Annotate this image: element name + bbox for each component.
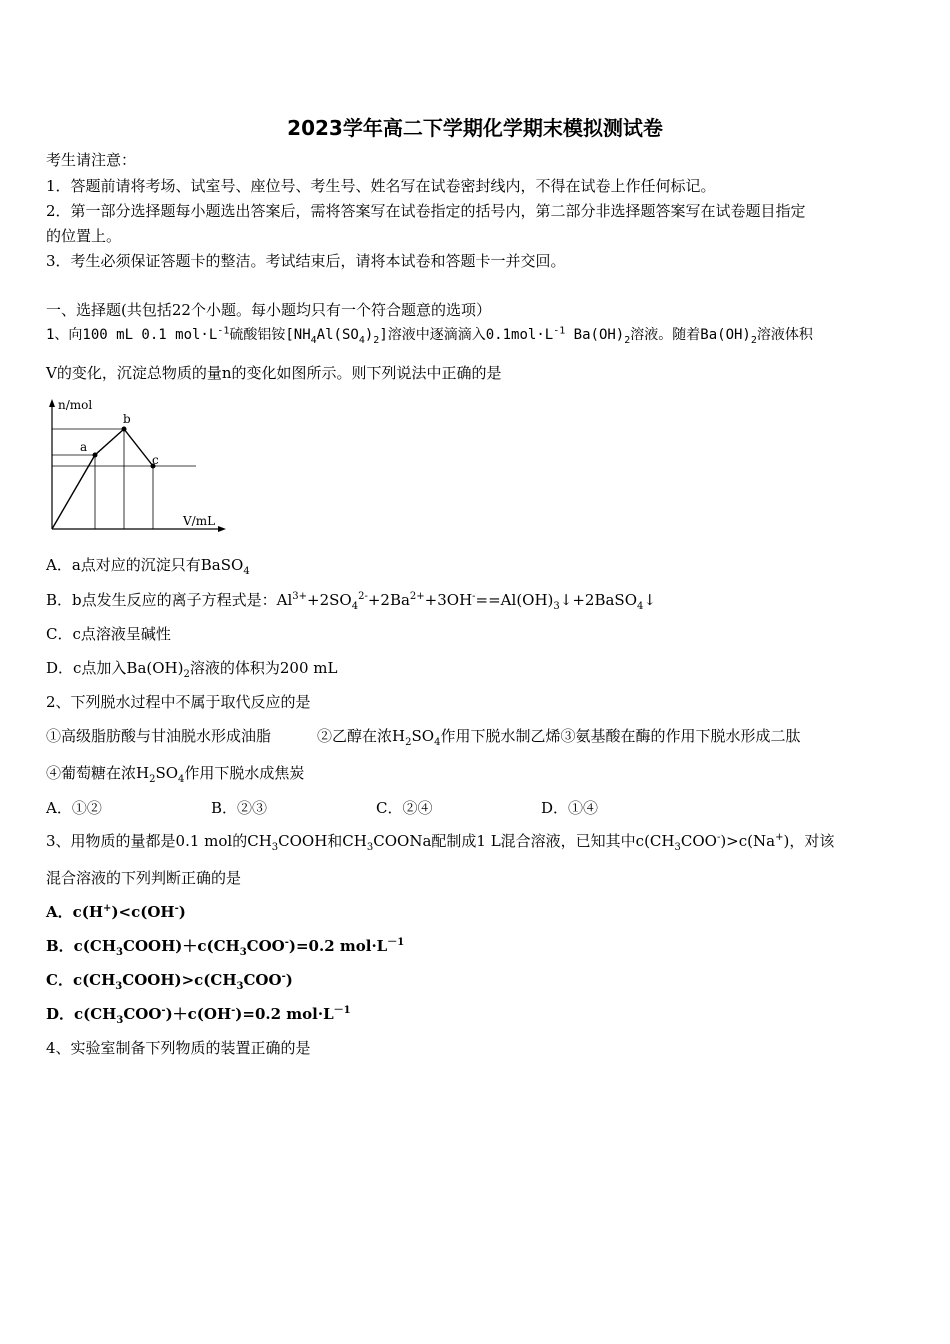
q1-option-c: C．c点溶液呈碱性 <box>46 625 171 643</box>
y-axis-label: n/mol <box>58 398 93 412</box>
x-axis-arrow <box>218 526 226 532</box>
q3-option-c: C．$c(CH_3COOH)>c(CH_3COO^-)$ <box>46 971 293 992</box>
curve <box>52 429 153 529</box>
q1-stem-cont: V的变化，沉淀总物质的量n的变化如图所示。则下列说法中正确的是 <box>46 364 502 382</box>
q2-option-c: C．②④ <box>376 799 433 817</box>
q2-statements-1: ①高级脂肪酸与甘油脱水形成油脂 ②乙醇在浓$H_2SO_4$作用下脱水制乙烯③氨基酸在酶的作用下脱水形成二肽 <box>46 727 801 748</box>
section-heading: 一、选择题(共包括22个小题。每小题均只有一个符合题意的选项） <box>46 301 491 319</box>
q3-stem: 3、用物质的量都是0.1 mol的$CH_3COOH$和$CH_3COONa$配制成1 L混合溶液，已知其中$c(CH_3COO^-)>c(Na^+)$，对该 <box>46 832 835 853</box>
page-title: 2023学年高二下学期化学期末模拟测试卷 <box>287 116 663 140</box>
q3-option-a: A．c(H+)<c(OH-) <box>46 903 186 921</box>
notice-item-3: 3．考生必须保证答题卡的整洁。考试结束后，请将本试卷和答题卡一并交回。 <box>46 252 566 270</box>
q4-stem: 4、实验室制备下列物质的装置正确的是 <box>46 1039 311 1057</box>
q2-option-a: A．①② <box>46 799 102 817</box>
y-axis-arrow <box>49 399 55 407</box>
q3-option-b: B．$c(CH_3COOH)+c(CH_3COO^-)=0.2$ $mol\cdot L^{-1}$ <box>46 937 405 958</box>
q1-option-b: B．b点发生反应的离子方程式是：$Al^{3+}+2SO_4^{2-}+2Ba^{2+}+3OH^-==Al(OH)_3↓+2BaSO_4↓$ <box>46 591 656 612</box>
q1-stem: 1、向100 mL 0.1 $mol\cdot L^{-1}$硫酸铝铵$[NH_4Al(SO_4)_2]$溶液中逐滴滴入$0.1mol\cdot L^{-1}$ $Ba(OH)_2$溶液。随着$Ba(OH)_2$溶液体积 <box>46 325 813 346</box>
q2-stem: 2、下列脱水过程中不属于取代反应的是 <box>46 693 311 711</box>
x-axis-label: V/mL <box>183 514 216 528</box>
q3-option-d: D．$c(CH_3COO^-)+c(OH^-)=0.2$ $mol\cdot L^{-1}$ <box>46 1005 351 1026</box>
q3-stem-cont: 混合溶液的下列判断正确的是 <box>46 869 242 887</box>
notice-item-2: 2．第一部分选择题每小题选出答案后，需将答案写在试卷指定的括号内，第二部分非选择题答案写在试卷题目指定 <box>46 202 806 220</box>
point-a-label: a <box>80 440 88 454</box>
point-c-label: c <box>152 453 159 467</box>
point-b-label: b <box>123 412 131 426</box>
notice-heading: 考生请注意： <box>46 151 137 169</box>
notice-item-1: 1．答题前请将考场、试室号、座位号、考生号、姓名写在试卷密封线内，不得在试卷上作任何标记。 <box>46 177 716 195</box>
q1-graph <box>40 395 240 535</box>
q2-option-b: B．②③ <box>211 799 268 817</box>
q2-option-d: D．①④ <box>541 799 599 817</box>
point-a-marker <box>93 453 98 458</box>
q1-option-a: A．a点对应的沉淀只有BaSO$_4$ <box>46 556 250 577</box>
point-b-marker <box>122 427 127 432</box>
q2-statements-2: ④葡萄糖在浓$H_2SO_4$作用下脱水成焦炭 <box>46 764 305 785</box>
notice-item-2-cont: 的位置上。 <box>46 227 122 245</box>
q1-option-d: D．c点加入$Ba(OH)_2$溶液的体积为200 mL <box>46 659 338 680</box>
